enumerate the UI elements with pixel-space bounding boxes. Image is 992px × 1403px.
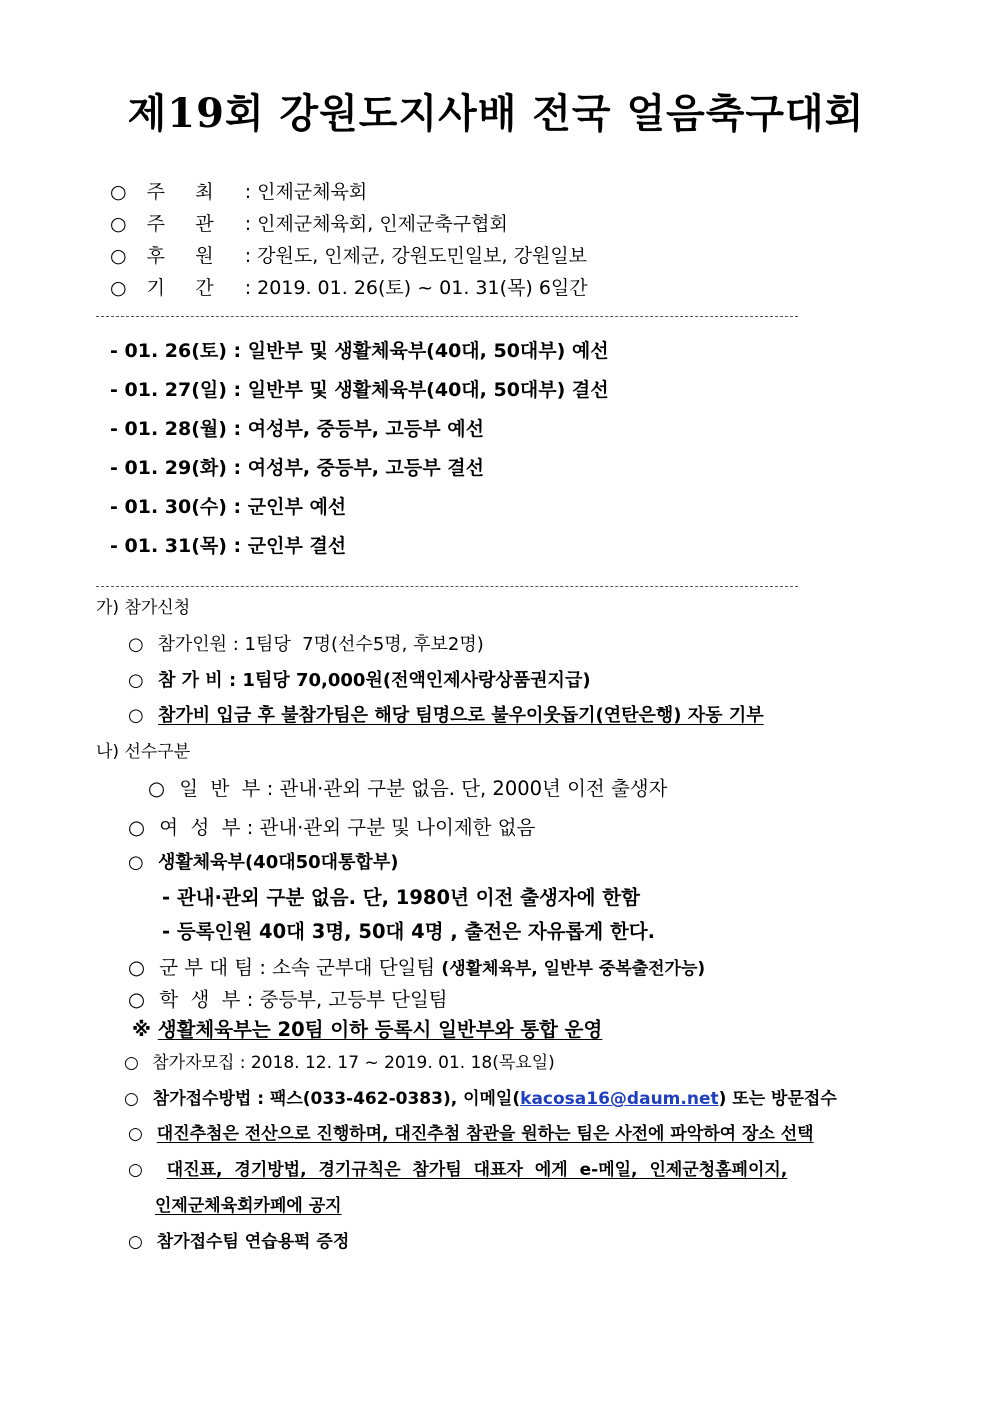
bullet-icon: ○ (110, 181, 127, 203)
life-sports-condition: - 관내·관외 구분 없음. 단, 1980년 이전 출생자에 한함 (162, 886, 640, 909)
bullet-icon: ○ (128, 1124, 143, 1144)
info-label: 주 관 (146, 213, 214, 235)
draw-notice: ○ 대진추첨은 전산으로 진행하며, 대진추첨 참관을 원하는 팀은 사전에 파악하여 장소 선택 (128, 1124, 814, 1144)
bullet-icon: ○ (128, 634, 144, 655)
section-heading-registration: 가) 참가신청 (96, 598, 191, 618)
life-sports-roster: - 등록인원 40대 3명, 50대 4명 , 출전은 자유롭게 한다. (162, 920, 656, 943)
divider (96, 316, 798, 317)
email-link[interactable]: kacosa16@daum.net (520, 1089, 719, 1109)
info-organizer (110, 213, 508, 236)
division-student: ○ 학 생 부 : 중등부, 고등부 단일팀 (128, 988, 448, 1011)
info-value: : 2019. 01. 26(토) ~ 01. 31(목) 6일간 (244, 277, 588, 299)
info-value: : 인제군체육회 (244, 181, 368, 203)
bullet-icon: ○ (124, 1053, 139, 1073)
division-women: ○ 여 성 부 : 관내·관외 구분 및 나이제한 없음 (128, 816, 536, 839)
document-title: 제19회 강원도지사배 전국 얼음축구대회 (127, 90, 865, 137)
registration-members: ○ 참가인원 : 1팀당 7명(선수5명, 후보2명) (128, 634, 484, 655)
bullet-icon: ○ (110, 245, 127, 267)
bracket-notice-cont: 인제군체육회카페에 공지 (155, 1196, 342, 1216)
divider (96, 586, 798, 587)
bullet-icon: ○ (128, 705, 144, 726)
military-note: (생활체육부, 일반부 중복출전가능) (441, 959, 706, 979)
schedule-item: - 01. 26(토) : 일반부 및 생활체육부(40대, 50대부) 예선 (110, 340, 609, 362)
bullet-icon: ○ (128, 1160, 143, 1180)
registration-donation: ○ 참가비 입금 후 불참가팀은 해당 팀명으로 불우이웃돕기(연탄은행) 자동 기부 (128, 705, 764, 726)
info-value: : 강원도, 인제군, 강원도민일보, 강원일보 (244, 245, 588, 267)
bullet-icon: ○ (128, 1232, 143, 1252)
bullet-icon: ○ (128, 988, 146, 1011)
reference-mark-icon: ※ (132, 1018, 158, 1041)
bullet-icon: ○ (128, 816, 146, 839)
puck-gift: ○ 참가접수팀 연습용퍽 증정 (128, 1232, 350, 1252)
bracket-notice: ○ 대진표, 경기방법, 경기규칙은 참가팀 대표자 에게 e-메일, 인제군청홈페이지, (128, 1160, 788, 1180)
bullet-icon: ○ (128, 852, 144, 873)
recruitment-period: ○ 참가자모집 : 2018. 12. 17 ~ 2019. 01. 18(목요일) (124, 1053, 555, 1073)
registration-method: ○ 참가접수방법 : 팩스(033-462-0383), 이메일(kacosa16@daum.net) 또는 방문접수 (124, 1089, 837, 1109)
registration-fee: ○ 참 가 비 : 1팀당 70,000원(전액인제사랑상품권지급) (128, 670, 591, 691)
schedule-item: - 01. 31(목) : 군인부 결선 (110, 535, 347, 557)
bullet-icon: ○ (148, 777, 166, 800)
bullet-icon: ○ (128, 956, 146, 979)
bullet-icon: ○ (124, 1089, 139, 1109)
schedule-item: - 01. 28(월) : 여성부, 중등부, 고등부 예선 (110, 418, 484, 440)
bullet-icon: ○ (128, 670, 144, 691)
schedule-item: - 01. 29(화) : 여성부, 중등부, 고등부 결선 (110, 457, 484, 479)
info-period (110, 277, 588, 300)
info-sponsor (110, 245, 587, 268)
bullet-icon: ○ (110, 213, 127, 235)
schedule-item: - 01. 30(수) : 군인부 예선 (110, 496, 347, 518)
division-general: ○ 일 반 부 : 관내·관외 구분 없음. 단, 2000년 이전 출생자 (148, 777, 668, 800)
bullet-icon: ○ (110, 277, 127, 299)
division-life-sports: ○ 생활체육부(40대50대통합부) (128, 852, 399, 873)
info-value: : 인제군체육회, 인제군축구협회 (244, 213, 508, 235)
info-label: 주 최 (146, 181, 214, 203)
info-label: 기 간 (146, 277, 214, 299)
schedule-item: - 01. 27(일) : 일반부 및 생활체육부(40대, 50대부) 결선 (110, 379, 609, 401)
section-heading-divisions: 나) 선수구분 (96, 742, 191, 762)
info-label: 후 원 (146, 245, 214, 267)
merge-note: ※ 생활체육부는 20팀 이하 등록시 일반부와 통합 운영 (132, 1018, 603, 1041)
division-military: ○ 군 부 대 팀 : 소속 군부대 단일팀 (생활체육부, 일반부 중복출전가능) (128, 956, 706, 979)
info-host (110, 181, 367, 204)
